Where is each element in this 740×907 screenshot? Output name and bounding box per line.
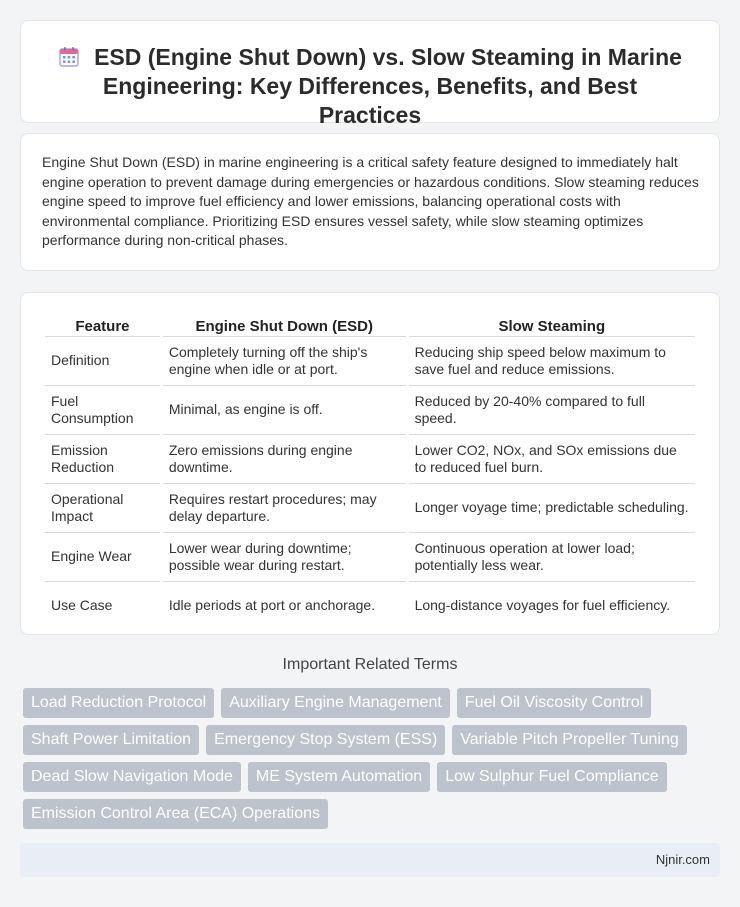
feature-cell: Use Case	[51, 596, 113, 613]
esd-cell: Completely turning off the ship's engine when idle or at port.	[163, 337, 406, 386]
table-row	[45, 484, 695, 533]
slow-steaming-cell: Longer voyage time; predictable scheduling.	[409, 484, 695, 533]
esd-cell: Zero emissions during engine downtime.	[163, 435, 406, 484]
page-title	[51, 43, 689, 130]
feature-cell: Operational Impact	[45, 484, 160, 533]
related-term-tag[interactable]: Auxiliary Engine Management	[221, 688, 450, 718]
feature-cell: Emission Reduction	[45, 435, 160, 484]
related-term-tag[interactable]: Fuel Oil Viscosity Control	[457, 688, 651, 718]
table-row	[45, 386, 695, 435]
related-term-tag[interactable]: Emergency Stop System (ESS)	[206, 725, 445, 755]
comparison-table-card	[20, 292, 720, 635]
slow-steaming-cell: Lower CO2, NOx, and SOx emissions due to reduced fuel burn.	[409, 435, 695, 484]
esd-cell: Idle periods at port or anchorage.	[168, 596, 376, 613]
intro-card	[20, 133, 720, 271]
related-term-tag[interactable]: Variable Pitch Propeller Tuning	[452, 725, 687, 755]
related-term-tag[interactable]: Low Sulphur Fuel Compliance	[437, 762, 666, 792]
related-term-tag[interactable]: Load Reduction Protocol	[23, 688, 214, 718]
comparison-table	[42, 315, 698, 629]
calendar-icon	[58, 46, 80, 68]
footer-site-link[interactable]: Njnir.com	[655, 852, 710, 867]
related-terms-list	[23, 688, 693, 829]
related-terms-heading: Important Related Terms	[282, 656, 458, 673]
slow-steaming-cell: Continuous operation at lower load; potentially less wear.	[409, 533, 695, 582]
table-row	[45, 582, 695, 629]
intro-paragraph: Engine Shut Down (ESD) in marine engineering is a critical safety feature designed to immediately halt engine operation to prevent damage during emergencies or hazardous conditions. Slow steaming reduces engine speed to improve fuel efficiency and lower emissions, balancing operational costs with environmental compliance. Prioritizing ESD ensures vessel safety, while slow steaming optimizes performance during non-critical phases.	[42, 154, 699, 249]
related-term-tag[interactable]: Emission Control Area (ECA) Operations	[23, 799, 328, 829]
slow-steaming-cell: Long-distance voyages for fuel efficiency.	[414, 596, 671, 613]
related-term-tag[interactable]: ME System Automation	[248, 762, 430, 792]
feature-cell: Engine Wear	[45, 533, 160, 582]
column-header-esd: Engine Shut Down (ESD)	[163, 315, 406, 337]
esd-cell: Requires restart procedures; may delay departure.	[163, 484, 406, 533]
related-term-tag[interactable]: Dead Slow Navigation Mode	[23, 762, 241, 792]
feature-cell: Definition	[45, 337, 160, 386]
related-term-tag[interactable]: Shaft Power Limitation	[23, 725, 199, 755]
table-row	[45, 435, 695, 484]
column-header-feature: Feature	[45, 315, 160, 337]
table-header-row	[45, 315, 695, 337]
slow-steaming-cell: Reduced by 20-40% compared to full speed.	[409, 386, 695, 435]
esd-cell: Minimal, as engine is off.	[163, 386, 406, 435]
slow-steaming-cell: Reducing ship speed below maximum to save fuel and reduce emissions.	[409, 337, 695, 386]
esd-cell: Lower wear during downtime; possible wear during restart.	[163, 533, 406, 582]
page-title-text: ESD (Engine Shut Down) vs. Slow Steaming in Marine Engineering: Key Differences, Benefits, and Best Practices	[94, 44, 682, 128]
column-header-slow-steaming: Slow Steaming	[409, 315, 695, 337]
title-card	[20, 20, 720, 128]
table-row	[45, 337, 695, 386]
footer	[20, 843, 720, 877]
table-row	[45, 533, 695, 582]
feature-cell: Fuel Consumption	[45, 386, 160, 435]
